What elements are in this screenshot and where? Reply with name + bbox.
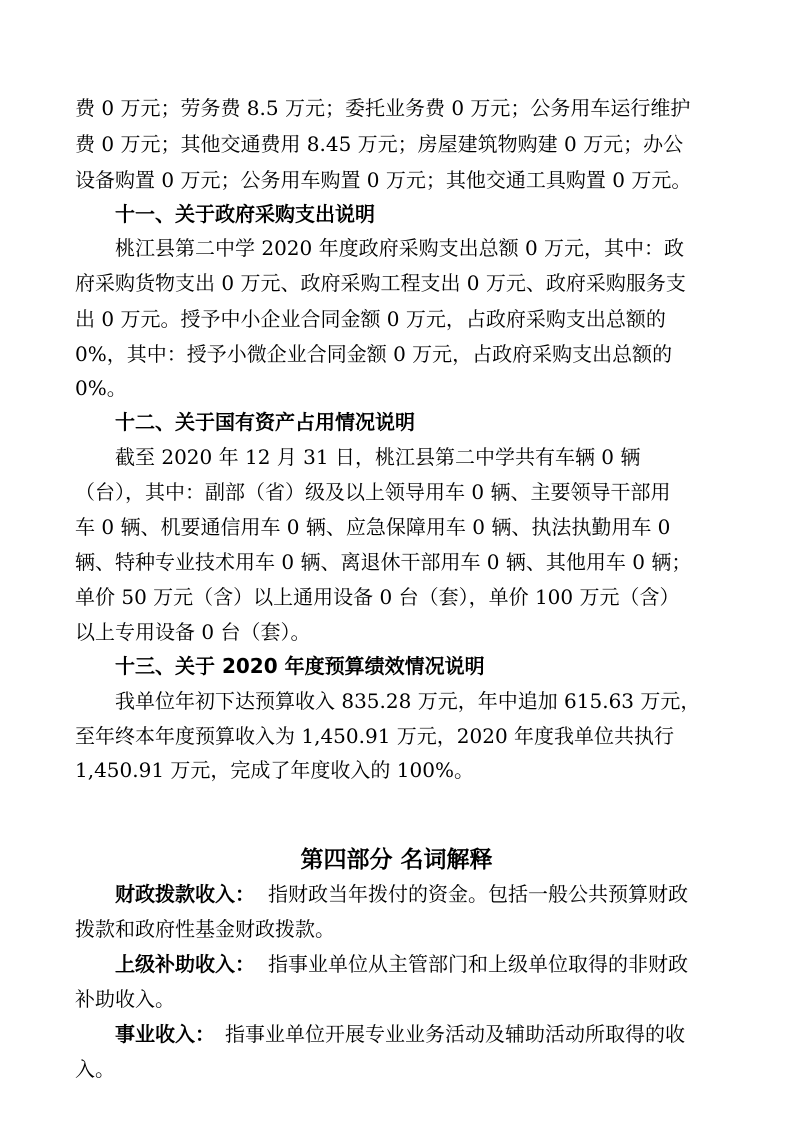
term-text: 指事业单位开展专业业务活动及辅助活动所取得的收 (225, 1022, 685, 1046)
text-line: 桃江县第二中学 2020 年度政府采购支出总额 0 万元，其中：政 (115, 236, 685, 260)
text-line: 费 0 万元；其他交通费用 8.45 万元；房屋建筑物购建 0 万元；办公 (75, 132, 684, 156)
term-text: 补助收入。 (75, 987, 175, 1011)
section-heading-11 (0, 196, 793, 232)
paragraph-line (0, 509, 793, 545)
text-line: 单价 50 万元（含）以上通用设备 0 台（套），单价 100 万元（含） (75, 585, 680, 609)
paragraph-line (0, 439, 793, 475)
term-definition-line (0, 981, 793, 1017)
heading-text: 十三、关于 2020 年度预算绩效情况说明 (115, 654, 485, 678)
paragraph-line (0, 579, 793, 615)
text-line: （台），其中：副部（省）级及以上领导用车 0 辆、主要领导干部用 (75, 480, 671, 504)
paragraph-line (0, 544, 793, 580)
term-label: 财政拨款收入： (115, 882, 255, 906)
paragraph-line (0, 126, 793, 162)
paragraph-line (0, 301, 793, 337)
text-line: 0%。 (75, 376, 127, 400)
text-line: 以上专用设备 0 台（套）。 (75, 620, 311, 644)
heading-text: 十一、关于政府采购支出说明 (115, 202, 375, 226)
text-line: 至年终本年度预算收入为 1,450.91 万元，2020 年度我单位共执行 (75, 724, 675, 748)
section-heading-12 (0, 404, 793, 440)
paragraph-line (0, 162, 793, 198)
term-definition-line (0, 946, 793, 982)
section-heading-13 (0, 648, 793, 684)
term-definition-line (0, 1016, 793, 1052)
paragraph-line (0, 265, 793, 301)
paragraph-line (0, 336, 793, 372)
paragraph-line (0, 90, 793, 126)
paragraph-line (0, 718, 793, 754)
term-text: 指事业单位从主管部门和上级单位取得的非财政 (268, 952, 688, 976)
text-line: 府采购货物支出 0 万元、政府采购工程支出 0 万元、政府采购服务支 (75, 271, 686, 295)
paragraph-line (0, 683, 793, 719)
text-line: 出 0 万元。授予中小企业合同金额 0 万元，占政府采购支出总额的 (75, 307, 666, 331)
paragraph-line (0, 370, 793, 406)
term-text: 指财政当年拨付的资金。包括一般公共预算财政 (268, 882, 688, 906)
term-definition-line (0, 911, 793, 947)
term-definition-line (0, 876, 793, 912)
paragraph-line (0, 474, 793, 510)
text-line: 费 0 万元；劳务费 8.5 万元；委托业务费 0 万元；公务用车运行维护 (75, 96, 691, 120)
heading-text: 十二、关于国有资产占用情况说明 (115, 410, 415, 434)
text-line: 设备购置 0 万元；公务用车购置 0 万元；其他交通工具购置 0 万元。 (75, 168, 692, 192)
paragraph-line (0, 230, 793, 266)
term-definition-line (0, 1051, 793, 1087)
text-line: 1,450.91 万元，完成了年度收入的 100%。 (75, 758, 474, 782)
paragraph-line (0, 614, 793, 650)
term-label: 事业收入： (115, 1022, 215, 1046)
text-line: 截至 2020 年 12 月 31 日，桃江县第二中学共有车辆 0 辆 (115, 445, 641, 469)
part-title-text: 第四部分 名词解释 (300, 847, 493, 873)
paragraph-line (0, 752, 793, 788)
term-label: 上级补助收入： (115, 952, 255, 976)
term-text: 拨款和政府性基金财政拨款。 (75, 917, 335, 941)
text-line: 车 0 辆、机要通信用车 0 辆、应急保障用车 0 辆、执法执勤用车 0 (75, 515, 671, 539)
part-title (0, 842, 793, 878)
text-line: 0%，其中：授予小微企业合同金额 0 万元，占政府采购支出总额的 (75, 342, 673, 366)
term-text: 入。 (75, 1057, 115, 1081)
text-line: 我单位年初下达预算收入 835.28 万元，年中追加 615.63 万元， (115, 689, 701, 713)
text-line: 辆、特种专业技术用车 0 辆、离退休干部用车 0 辆、其他用车 0 辆； (75, 550, 692, 574)
